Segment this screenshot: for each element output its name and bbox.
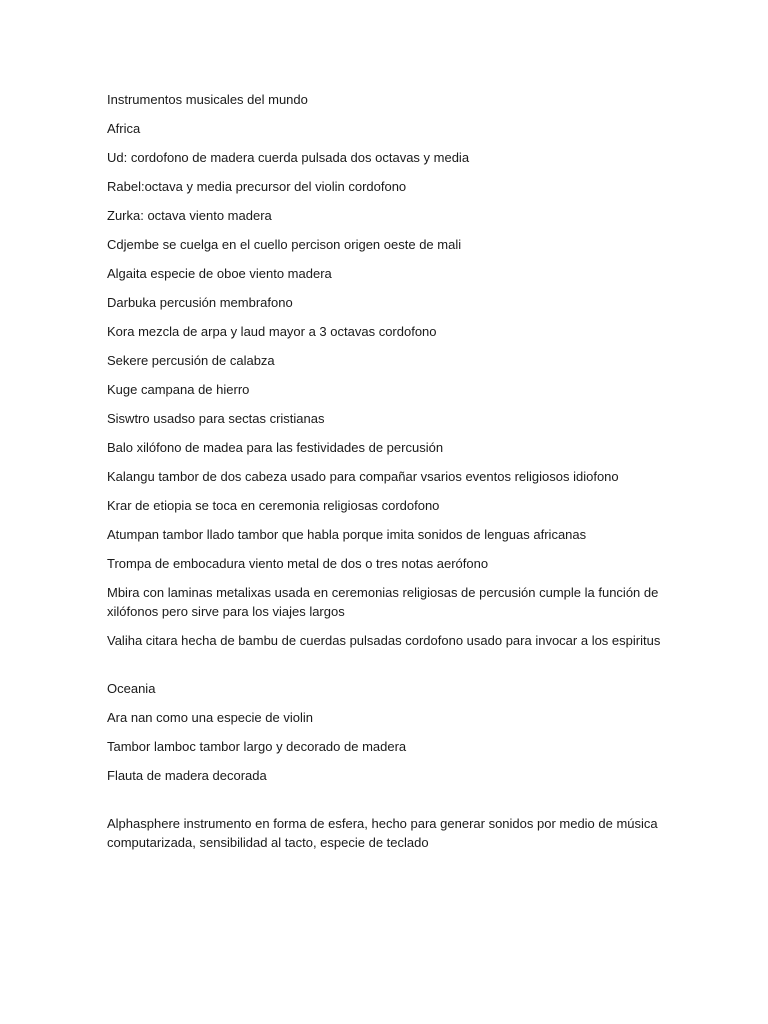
closing-paragraph: Alphasphere instrumento en forma de esfera, hecho para generar sonidos por medio de música computarizada, sensibilidad al tacto, especie de teclado [107, 816, 658, 850]
section-heading-africa: Africa [107, 121, 141, 136]
list-item: Ud: cordofono de madera cuerda pulsada dos octavas y media [107, 150, 470, 165]
list-item: Zurka: octava viento madera [107, 208, 272, 223]
list-item: Balo xilófono de madea para las festividades de percusión [107, 440, 444, 455]
list-item: Kora mezcla de arpa y laud mayor a 3 octavas cordofono [107, 324, 437, 339]
list-item: Darbuka percusión membrafono [107, 295, 293, 310]
list-item: Flauta de madera decorada [107, 768, 267, 783]
list-item: Siswtro usadso para sectas cristianas [107, 411, 325, 426]
list-item: Trompa de embocadura viento metal de dos o tres notas aerófono [107, 556, 489, 571]
list-item: Sekere percusión de calabza [107, 353, 275, 368]
list-item: Valiha citara hecha de bambu de cuerdas pulsadas cordofono usado para invocar a los espiritus [107, 633, 661, 648]
list-item: Cdjembe se cuelga en el cuello percison origen oeste de mali [107, 237, 462, 252]
list-item: Ara nan como una especie de violin [107, 710, 313, 725]
list-item: Kalangu tambor de dos cabeza usado para compañar vsarios eventos religiosos idiofono [107, 469, 619, 484]
blank-line [107, 660, 667, 679]
list-item: Kuge campana de hierro [107, 382, 250, 397]
list-item: Tambor lamboc tambor largo y decorado de madera [107, 739, 407, 754]
document-body [107, 90, 667, 862]
blank-line [107, 795, 667, 814]
list-item: Krar de etiopia se toca en ceremonia religiosas cordofono [107, 498, 440, 513]
section-heading-oceania: Oceania [107, 681, 156, 696]
list-item: Atumpan tambor llado tambor que habla porque imita sonidos de lenguas africanas [107, 527, 587, 542]
list-item: Algaita especie de oboe viento madera [107, 266, 332, 281]
list-item: Rabel:octava y media precursor del violin cordofono [107, 179, 407, 194]
document-title: Instrumentos musicales del mundo [107, 92, 308, 107]
list-item: Mbira con laminas metalixas usada en ceremonias religiosas de percusión cumple la función de xilófonos pero sirve para los viajes largos [107, 585, 659, 619]
